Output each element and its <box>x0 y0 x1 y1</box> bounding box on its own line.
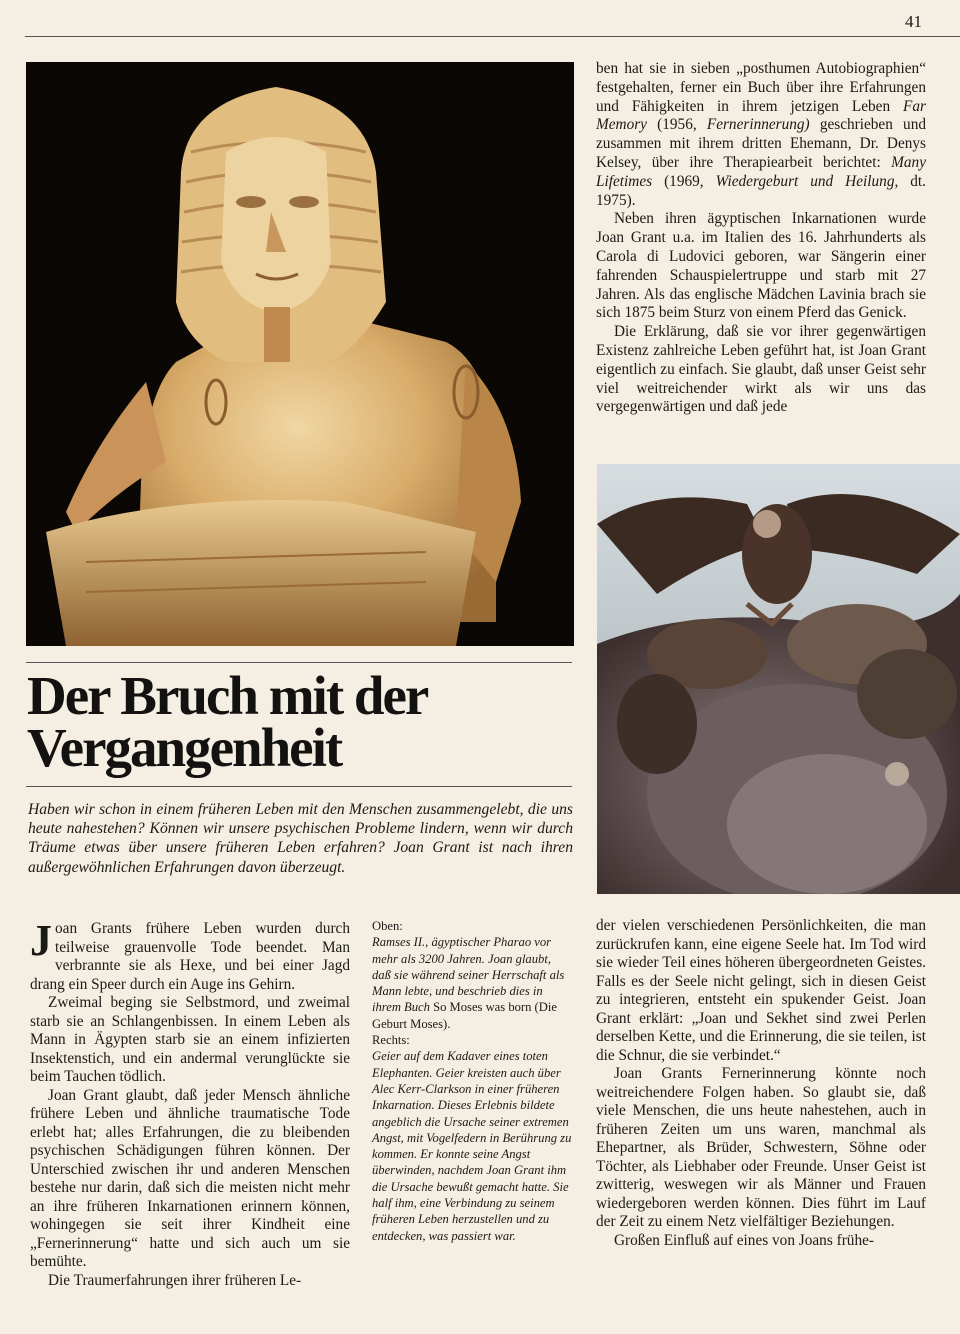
vultures-photo <box>597 464 960 894</box>
headline-line-1: Der Bruch mit der <box>27 665 428 726</box>
right-top-paragraph-2: Neben ihren ägyptischen Inkarnationen wurde Joan Grant u.a. im Italien des 16. Jahrhunderts als Carola di Ludovici geboren, war Sängerin einer fahrenden Schauspielertruppe und starb mit 27 Jahren. Als das englische Mädchen Lavinia brach sie sich 1875 beim Sturz von einem Pferd das Genick. <box>596 210 926 322</box>
right-top-paragraph-1: ben hat sie in sieben „posthumen Autobiographien“ festgehalten, ferner ein Buch über ihre Erfahrungen und Fähigkeiten in ihrem jetzigen Leben Far Memory (1956, Fernerinnerung) geschrieben und zusammen mit ihrem dritten Ehemann, Dr. Denys Kelsey, über ihre Therapiearbeit berichtet: Many Lifetimes (1969, Wiedergeburt und Heilung, dt. 1975). <box>596 60 926 209</box>
col1-paragraph-4: Die Traumerfahrungen ihrer früheren Le- <box>48 1271 302 1289</box>
photo-captions <box>372 918 572 1244</box>
statue-photo <box>26 62 574 646</box>
right-column-bottom-text <box>596 917 926 1250</box>
right-top-paragraph-3: Die Erklärung, daß sie vor ihrer gegenwärtigen Existenz zahlreiche Leben geführt hat, ist Joan Grant eigentlich zu einfach. Sie glaubt, daß unser Geist sehr viel weitreichender wirkt als wir uns das vergegenwärtigen und daß jede <box>596 323 926 416</box>
right-bottom-paragraph-1: der vielen verschiedenen Persönlichkeiten, die man zurückrufen kann, eine eigene Seele hat. Im Tod wird sie wieder Teil eines höheren übergeordneten Geistes. Falls es der Seele nicht gelingt, sich in diesen Geist zu integrieren, entsteht ein spukender Geist. Joan Grant erklärt: „Joan und Sekhet sind zwei Perlen derselben Kette, und die Erinnerung, die sie teilen, ist die Schnur, die sie verbindet.“ <box>596 917 926 1064</box>
headline-line-2: Vergangenheit <box>27 717 342 778</box>
right-bottom-paragraph-3: Großen Einfluß auf eines von Joans frühe- <box>614 1231 874 1249</box>
page-number: 41 <box>905 12 922 31</box>
headline <box>27 665 572 778</box>
right-bottom-paragraph-2: Joan Grants Fernerinnerung könnte noch weitreichendere Folgen haben. So glaubt sie, daß viele Menschen, die uns heute nahestehen, auch in früheren Zeiten um uns waren, manchmal als Ehepartner, als Brüder, Schwestern, Söhne oder Töchter, als Liebhaber oder Freunde. Unser Geist ist zwitterig, weswegen wir als Männer und Frauen wiedergeboren werden können. Dies führt im Lauf der Zeit zu einem Netz vielfältiger Beziehungen. <box>596 1065 926 1230</box>
caption-rechts-label: Rechts: <box>372 1033 410 1048</box>
headline-rule-bottom <box>26 786 572 787</box>
drop-cap: J <box>30 916 52 965</box>
lede-paragraph: Haben wir schon in einem früheren Leben mit den Menschen zusammengelebt, die uns heute nahestehen? Können wir unsere psychischen Probleme lindern, wenn wir durch Träume etwas über unsere früheren Leben erfahren? Joan Grant ist nach ihren außergewöhnlichen Erfahrungen davon überzeugt. <box>28 801 573 876</box>
col1-paragraph-2: Zweimal beging sie Selbstmord, und zweimal starb sie an Schlangenbissen. In einem Leben als Mann in Ägypten starb sie an einem infizierten Insektenstich, und ein andermal verunglückte sie beim Tauchen tödlich. <box>30 994 350 1085</box>
caption-oben-text: Ramses II., ägyptischer Pharao vor mehr als 3200 Jahren. Joan glaubt, daß sie während seiner Herrschaft als Mann lebte, und beschrieb dies in ihrem Buch So Moses was born (Die Geburt Moses). <box>372 935 565 1031</box>
right-column-top-text <box>596 60 926 417</box>
col1-paragraph-3: Joan Grant glaubt, daß jeder Mensch ähnliche frühere Leben und ähnliche traumatische Tode erlebt hat; alles Erfahrungen, die zu bleibenden psychischen Schädigungen führen können. Der Unterschied zwischen ihr und anderen Menschen bestehe nur darin, daß sich die meisten nicht mehr an ihre früheren Inkarnationen erinnern können, wohingegen sie seit ihrer Kindheit eine „Fernerinnerung“ hatte und sich auch um sie bemühte. <box>30 1086 350 1270</box>
caption-rechts-text: Geier auf dem Kadaver eines toten Elephanten. Geier kreisten auch über Alec Kerr-Clarkson in einer früheren Inkarnation. Dieses Erlebnis bildete angeblich die Ursache seiner extremen Angst, mit Vogelfedern in Berührung zu kommen. Er konnte seine Angst überwinden, nachdem Joan Grant ihm die Ursache bewußt gemacht hatte. Sie half ihm, eine Verbindung zu seinem früheren Leben herzustellen und zu entdecken, was passiert war. <box>372 1049 572 1243</box>
headline-rule-top <box>26 662 572 663</box>
col1-paragraph-1: Joan Grants frühere Leben wurden durch teilweise grauenvolle Tode beendet. Man verbrannte sie als Hexe, und bei einer Jagd drang ein Speer durch ein Auge ins Gehirn. <box>30 916 350 993</box>
caption-oben-label: Oben: <box>372 919 403 933</box>
body-column-1 <box>30 916 350 1290</box>
header-rule <box>25 36 960 37</box>
